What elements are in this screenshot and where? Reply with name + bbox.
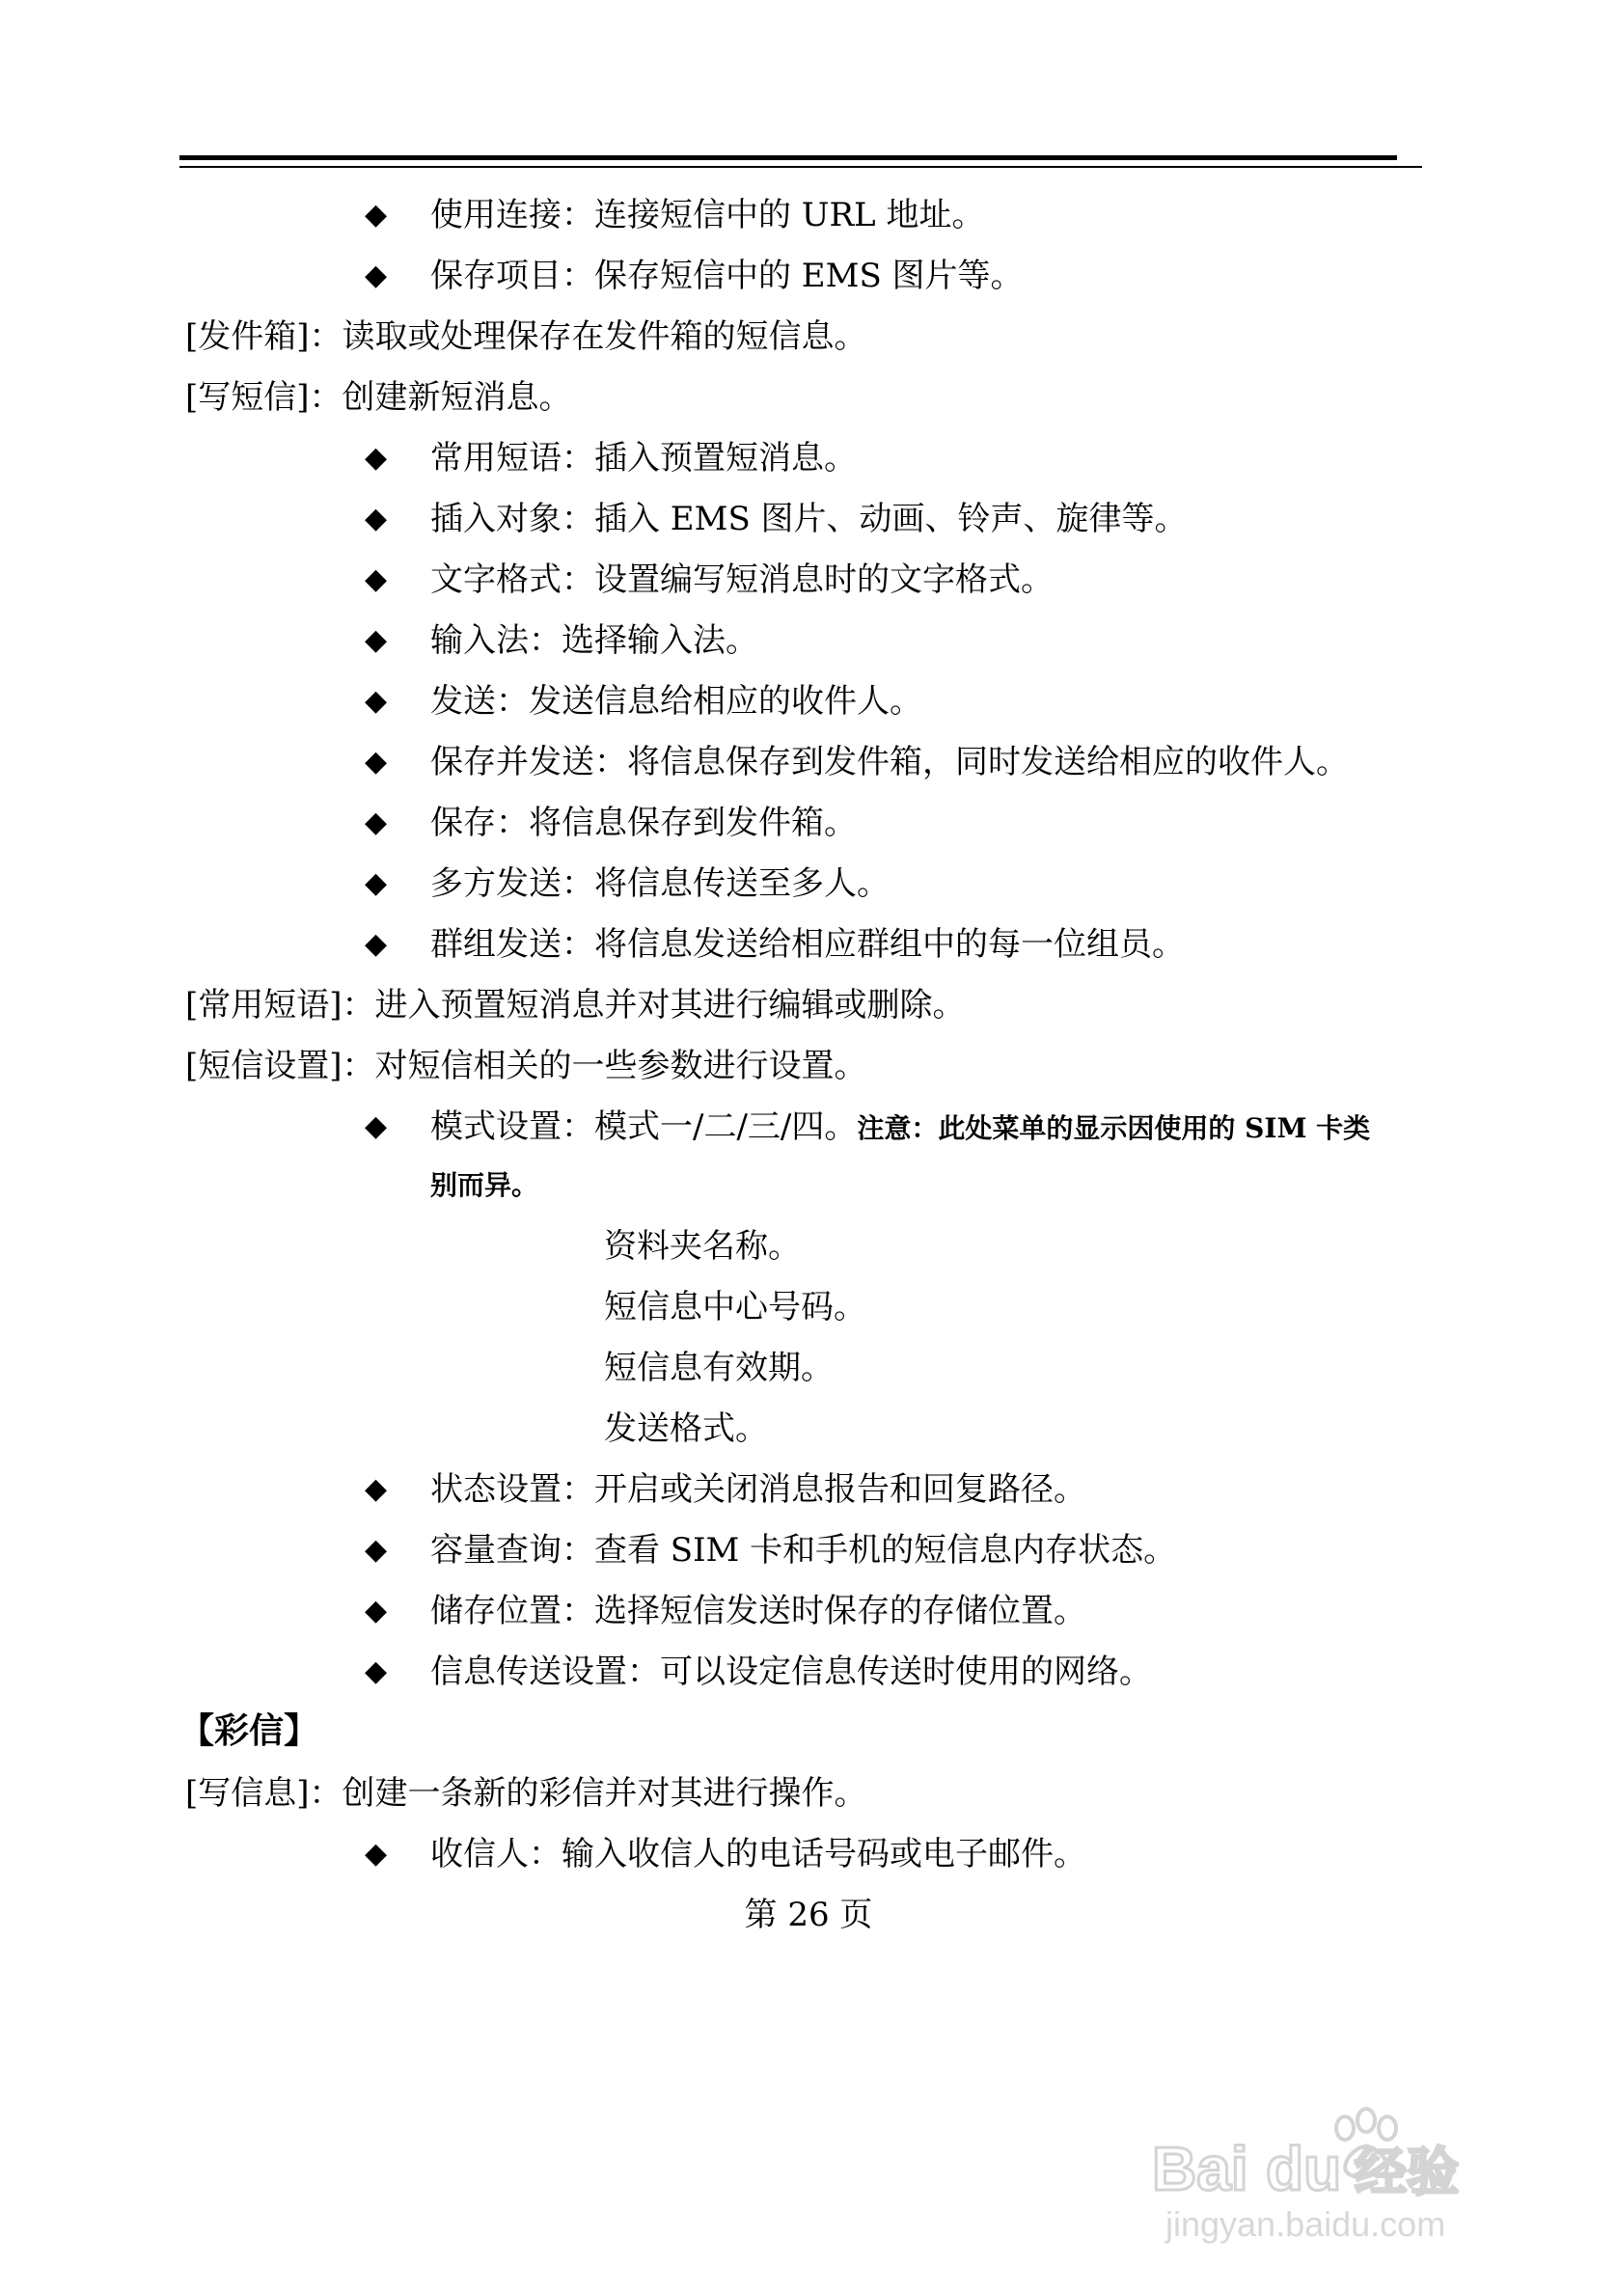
bullet-icon: ◆	[365, 623, 388, 657]
bullet-icon: ◆	[365, 1533, 388, 1567]
list-item: 收信人：输入收信人的电话号码或电子邮件。	[430, 1835, 1086, 1873]
section-line-outbox: [发件箱]：读取或处理保存在发件箱的短信息。	[185, 317, 867, 356]
list-item: 文字格式：设置编写短消息时的文字格式。	[430, 560, 1054, 599]
bullet-icon: ◆	[365, 1594, 388, 1627]
list-item: 常用短语：插入预置短消息。	[430, 439, 857, 478]
bullet-icon: ◆	[365, 502, 388, 535]
sub-item: 资料夹名称。	[604, 1227, 801, 1266]
section-line-sms-settings: [短信设置]：对短信相关的一些参数进行设置。	[185, 1047, 867, 1085]
page-number: 第 26 页	[744, 1896, 873, 1934]
sub-item: 发送格式。	[604, 1409, 768, 1448]
bullet-icon: ◆	[365, 927, 388, 961]
section-heading-mms: 【彩信】	[179, 1710, 319, 1751]
svg-text:Bai: Bai	[1152, 2134, 1248, 2203]
bullet-icon: ◆	[365, 562, 388, 596]
list-item: 容量查询：查看 SIM 卡和手机的短信息内存状态。	[430, 1531, 1177, 1570]
sub-item: 短信息中心号码。	[604, 1288, 866, 1326]
svg-text:jingyan.baidu.com: jingyan.baidu.com	[1165, 2204, 1446, 2244]
sub-item: 短信息有效期。	[604, 1349, 834, 1387]
list-item: 保存项目：保存短信中的 EMS 图片等。	[430, 257, 1024, 295]
list-item: 保存：将信息保存到发件箱。	[430, 804, 857, 842]
list-item: 发送：发送信息给相应的收件人。	[430, 682, 922, 721]
bullet-icon: ◆	[365, 684, 388, 718]
bullet-icon: ◆	[365, 441, 388, 475]
list-item: 多方发送：将信息传送至多人。	[430, 864, 890, 903]
list-item: 群组发送：将信息发送给相应群组中的每一位组员。	[430, 925, 1185, 964]
section-line-phrases: [常用短语]：进入预置短消息并对其进行编辑或删除。	[185, 986, 966, 1025]
list-item: 保存并发送：将信息保存到发件箱，同时发送给相应的收件人。	[430, 743, 1349, 781]
bullet-icon: ◆	[365, 198, 388, 232]
section-line-write-message: [写信息]：创建一条新的彩信并对其进行操作。	[185, 1774, 867, 1813]
svg-text:du: du	[1266, 2134, 1342, 2203]
list-item	[430, 1107, 1370, 1146]
note-text: 注意：此处菜单的显示因使用的 SIM 卡类	[857, 1112, 1371, 1144]
list-item: 储存位置：选择短信发送时保存的存储位置。	[430, 1592, 1086, 1630]
list-item: 插入对象：插入 EMS 图片、动画、铃声、旋律等。	[430, 500, 1188, 538]
list-item: 信息传送设置：可以设定信息传送时使用的网络。	[430, 1653, 1152, 1691]
section-line-write-sms: [写短信]：创建新短消息。	[185, 378, 572, 417]
bullet-icon: ◆	[365, 1472, 388, 1506]
bullet-icon: ◆	[365, 806, 388, 839]
list-item: 使用连接：连接短信中的 URL 地址。	[430, 196, 985, 234]
list-item: 输入法：选择输入法。	[430, 621, 758, 660]
bullet-icon: ◆	[365, 1654, 388, 1688]
header-rule-thin	[179, 166, 1422, 168]
header-rule-thick	[179, 155, 1397, 160]
bullet-icon: ◆	[365, 259, 388, 292]
mode-setting-text: 模式设置：模式一/二/三/四。	[430, 1107, 858, 1146]
bullet-icon: ◆	[365, 745, 388, 779]
baidu-watermark-logo	[1146, 2101, 1532, 2246]
bullet-icon: ◆	[365, 1109, 388, 1143]
list-item: 状态设置：开启或关闭消息报告和回复路径。	[430, 1470, 1086, 1509]
note-text-continued: 别而异。	[430, 1169, 539, 1201]
bullet-icon: ◆	[365, 1837, 388, 1871]
svg-text:经验: 经验	[1355, 2142, 1459, 2202]
bullet-icon: ◆	[365, 866, 388, 900]
